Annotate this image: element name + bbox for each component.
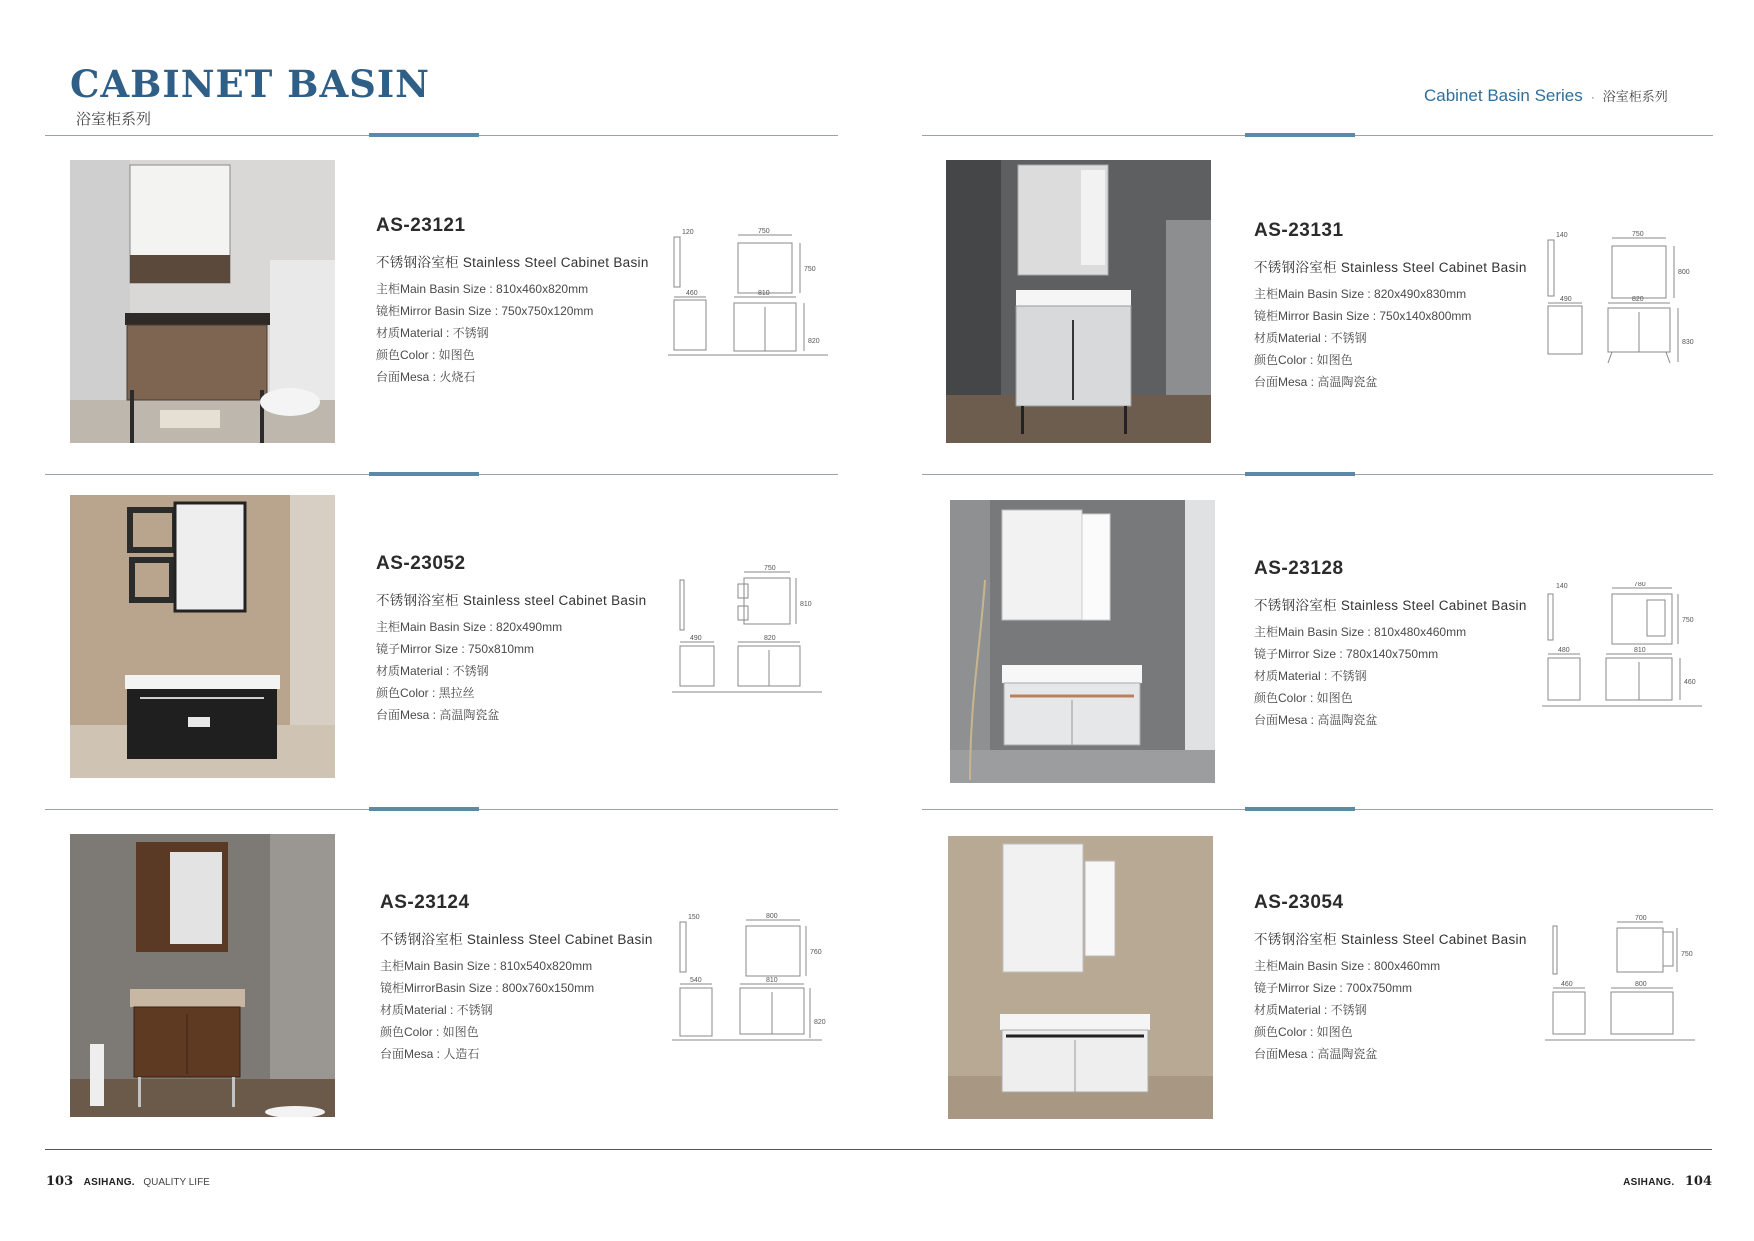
dimension-label: 460 [1684,679,1696,686]
spec-color: 颜色Color : 黑拉丝 [376,686,475,700]
section-accent [1245,472,1355,476]
product-subtitle: 不锈钢浴室柜 Stainless Steel Cabinet Basin [380,932,653,947]
dimension-label: 780 [1634,582,1646,588]
dimension-label: 810 [766,977,778,984]
spec-color: 颜色Color : 如图色 [1254,353,1353,367]
spec-mirror-size: 镜柜Mirror Basin Size : 750x750x120mm [376,304,594,318]
spec-main-size: 主柜Main Basin Size : 820x490x830mm [1254,287,1467,301]
product-subtitle: 不锈钢浴室柜 Stainless steel Cabinet Basin [376,593,647,608]
page-number-left: 103 [46,1174,74,1189]
dimension-label: 820 [808,338,820,345]
product-photo [950,500,1215,783]
dimension-label: 700 [1635,915,1647,922]
product-model: AS-23131 [1254,220,1344,241]
footer-brand-left: ASIHANG. [83,1177,135,1188]
spec-mirror-size: 镜子Mirror Size : 780x140x750mm [1254,647,1439,661]
spec-mirror-size: 镜柜Mirror Basin Size : 750x140x800mm [1254,309,1472,323]
dimension-label: 750 [1682,617,1694,624]
page-subtitle: 浴室柜系列 [76,111,152,128]
dimension-label: 140 [1556,232,1568,239]
product-photo [70,495,335,778]
footer-brand-right: ASIHANG. [1623,1177,1675,1188]
section-accent [369,472,479,476]
series-label-cn: 浴室柜系列 [1602,89,1668,104]
section-accent [1245,807,1355,811]
technical-drawing [672,910,832,1060]
dimension-label: 150 [688,914,700,921]
separator-dot: · [1590,90,1595,104]
footer-tagline: QUALITY LIFE [143,1177,210,1188]
technical-drawing [1542,582,1702,732]
spec-main-size: 主柜Main Basin Size : 810x460x820mm [376,282,589,296]
dimension-label: 750 [1632,231,1644,238]
product-model: AS-23052 [376,553,466,574]
spec-mirror-size: 镜子Mirror Size : 750x810mm [376,642,535,656]
product-model: AS-23054 [1254,892,1344,913]
spec-material: 材质Material : 不锈钢 [1254,669,1367,683]
technical-drawing [1542,228,1702,378]
spec-main-size: 主柜Main Basin Size : 800x460mm [1254,959,1441,973]
spec-material: 材质Material : 不锈钢 [380,1003,493,1017]
dimension-label: 830 [1682,339,1694,346]
product-photo [70,834,335,1117]
product-photo [948,836,1213,1119]
spec-material: 材质Material : 不锈钢 [1254,1003,1367,1017]
technical-drawing [1545,912,1705,1062]
page-number-right: 104 [1684,1174,1712,1189]
dimension-label: 750 [1681,951,1693,958]
spec-material: 材质Material : 不锈钢 [376,664,489,678]
technical-drawing [672,562,832,712]
spec-mirror-size: 镜柜MirrorBasin Size : 800x760x150mm [380,981,595,995]
product-subtitle: 不锈钢浴室柜 Stainless Steel Cabinet Basin [1254,932,1527,947]
spec-main-size: 主柜Main Basin Size : 820x490mm [376,620,563,634]
spec-color: 颜色Color : 如图色 [376,348,475,362]
spec-mesa: 台面Mesa : 火烧石 [376,370,476,384]
footer-right [1623,1172,1712,1190]
dimension-label: 140 [1556,583,1568,590]
dimension-label: 800 [766,913,778,920]
footer-divider [45,1149,1712,1150]
spec-main-size: 主柜Main Basin Size : 810x540x820mm [380,959,593,973]
dimension-label: 750 [764,565,776,572]
product-subtitle: 不锈钢浴室柜 Stainless Steel Cabinet Basin [376,255,649,270]
dimension-label: 800 [1678,269,1690,276]
spec-color: 颜色Color : 如图色 [1254,1025,1353,1039]
dimension-label: 460 [1561,981,1573,988]
product-subtitle: 不锈钢浴室柜 Stainless Steel Cabinet Basin [1254,598,1527,613]
dimension-label: 820 [764,635,776,642]
product-model: AS-23124 [380,892,470,913]
series-label-en: Cabinet Basin Series [1424,86,1583,105]
spec-mesa: 台面Mesa : 人造石 [380,1047,480,1061]
dimension-label: 800 [1635,981,1647,988]
product-subtitle: 不锈钢浴室柜 Stainless Steel Cabinet Basin [1254,260,1527,275]
dimension-label: 540 [690,977,702,984]
section-accent [369,807,479,811]
spec-mesa: 台面Mesa : 高温陶瓷盆 [1254,713,1378,727]
dimension-label: 490 [690,635,702,642]
product-photo [946,160,1211,443]
series-label [1424,86,1668,106]
spec-material: 材质Material : 不锈钢 [1254,331,1367,345]
dimension-label: 120 [682,229,694,236]
section-accent [1245,133,1355,137]
spec-mirror-size: 镜子Mirror Size : 700x750mm [1254,981,1413,995]
dimension-label: 820 [1632,296,1644,303]
dimension-label: 750 [758,228,770,235]
footer-left [46,1172,210,1190]
dimension-label: 810 [758,290,770,297]
spec-main-size: 主柜Main Basin Size : 810x480x460mm [1254,625,1467,639]
dimension-label: 820 [814,1019,826,1026]
section-accent [369,133,479,137]
spec-material: 材质Material : 不锈钢 [376,326,489,340]
dimension-label: 480 [1558,647,1570,654]
spec-mesa: 台面Mesa : 高温陶瓷盆 [1254,1047,1378,1061]
spec-mesa: 台面Mesa : 高温陶瓷盆 [1254,375,1378,389]
technical-drawing [668,225,828,375]
dimension-label: 490 [1560,296,1572,303]
spec-mesa: 台面Mesa : 高温陶瓷盆 [376,708,500,722]
dimension-label: 810 [800,601,812,608]
page-title: CABINET BASIN [70,62,431,106]
product-model: AS-23121 [376,215,466,236]
spec-color: 颜色Color : 如图色 [1254,691,1353,705]
dimension-label: 810 [1634,647,1646,654]
dimension-label: 750 [804,266,816,273]
product-model: AS-23128 [1254,558,1344,579]
dimension-label: 760 [810,949,822,956]
spec-color: 颜色Color : 如图色 [380,1025,479,1039]
dimension-label: 460 [686,290,698,297]
product-photo [70,160,335,443]
